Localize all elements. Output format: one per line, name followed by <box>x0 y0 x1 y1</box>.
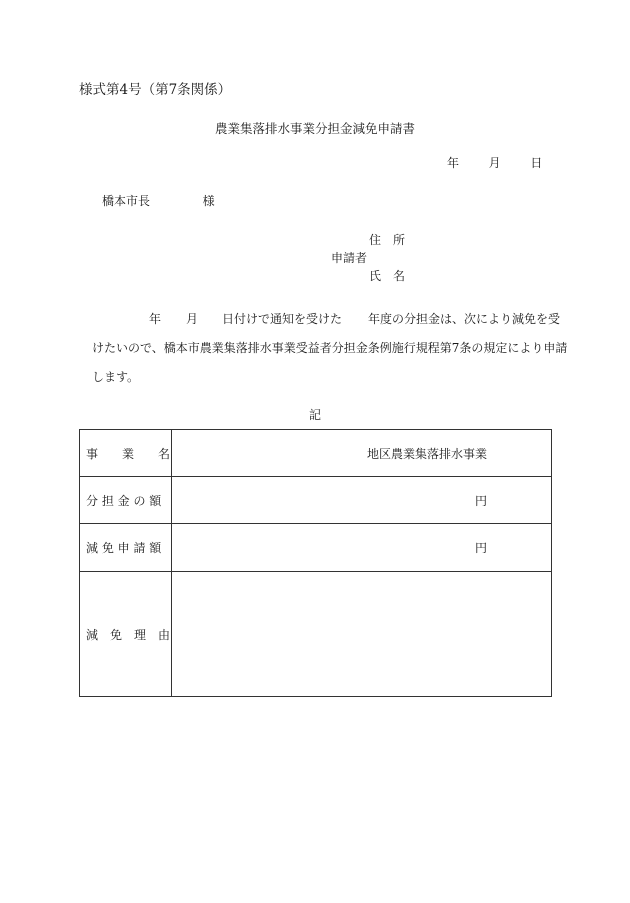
addressee-honorific: 様 <box>202 194 215 208</box>
row-value-charge-amount[interactable]: 円 <box>172 477 552 524</box>
applicant-label: 申請者 <box>331 251 368 265</box>
row-label-reason: 減 免 理 由 <box>80 572 172 697</box>
row-value-reduction-amount[interactable]: 円 <box>172 524 552 572</box>
form-number: 様式第4号（第7条関係） <box>79 82 232 98</box>
row-value-reason[interactable] <box>172 572 552 697</box>
body-line-1 <box>149 310 560 327</box>
date-line <box>447 154 542 171</box>
date-year-label: 年 <box>447 156 460 170</box>
table-row <box>80 430 552 477</box>
row-label-reduction-amount: 減 免 申 請 額 <box>80 524 172 572</box>
addressee <box>102 192 215 209</box>
ki-heading: 記 <box>308 408 321 422</box>
body-year: 年 <box>149 312 162 326</box>
addressee-mayor: 橋本市長 <box>102 194 151 208</box>
document-title: 農業集落排水事業分担金減免申請書 <box>214 121 415 136</box>
body-line-2: けたいので、橋本市農業集落排水事業受益者分担金条例施行規程第7条の規定により申請 <box>92 341 568 355</box>
date-month-label: 月 <box>488 156 501 170</box>
body-line-3: します。 <box>92 370 140 384</box>
row-label-charge-amount: 分 担 金 の 額 <box>80 477 172 524</box>
body-month: 月 <box>186 312 199 326</box>
row-label-project-name: 事 業 名 <box>80 430 172 477</box>
body-text-a: 日付けで通知を受けた <box>222 312 343 326</box>
name-label: 氏 名 <box>369 269 406 283</box>
address-label: 住 所 <box>369 233 406 247</box>
table-row <box>80 524 552 572</box>
record-table <box>79 429 552 697</box>
row-value-project-name[interactable]: 地区農業集落排水事業 <box>172 430 552 477</box>
date-day-label: 日 <box>530 156 543 170</box>
table-row <box>80 477 552 524</box>
table-row <box>80 572 552 697</box>
body-text-b: 年度の分担金は、次により減免を受 <box>368 312 561 326</box>
